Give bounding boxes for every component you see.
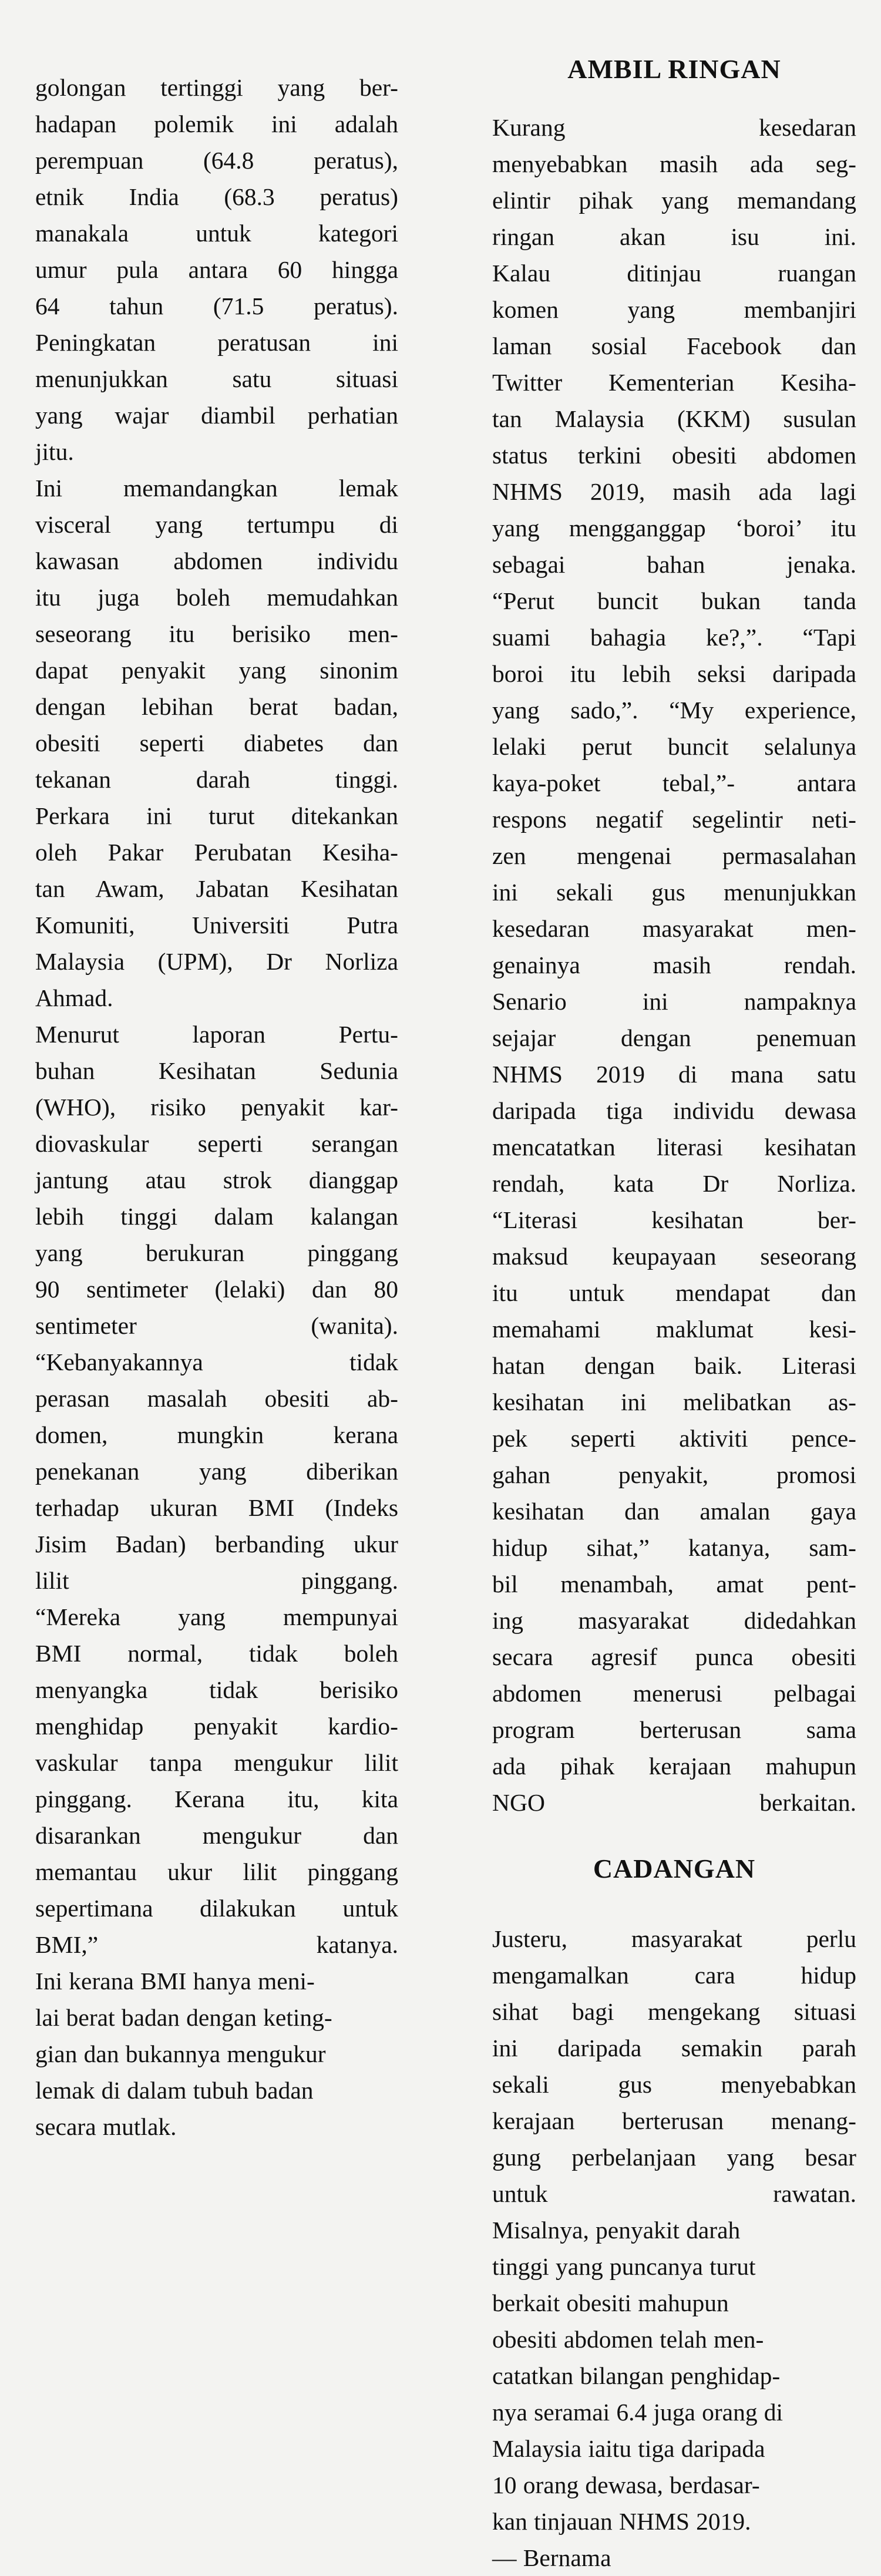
- right-column: [492, 109, 856, 2576]
- paragraph: golongan tertinggi yang ber- hadapan polemik ini adalah perempuan (64.8 peratus), etnik India (68.3 peratus) manakala untuk kategori umur pula antara 60 hingga 64 tahun (71.5 peratus).: [35, 74, 398, 320]
- paragraph: Ini memandangkan lemak visceral yang tertumpu di kawasan abdomen individu itu juga boleh memudahkan seseorang itu berisiko men- dapat penyakit yang sinonim dengan lebihan berat badan, obesiti seperti diabetes dan tekanan darah tinggi.: [35, 475, 398, 793]
- paragraph: Peningkatan peratusan ini menunjukkan satu situasi yang wajar diambil perhatian jitu.: [35, 329, 398, 465]
- paragraph: Misalnya, penyakit darah tinggi yang puncanya turut berkait obesiti mahupun obesiti abdomen telah men- catatkan bilangan penghidap- nya seramai 6.4 juga orang di Malaysia iaitu tiga daripada 10 orang dewasa, berdasar- kan tinjauan NHMS 2019. — Bernama: [492, 2217, 784, 2571]
- paragraph: Justeru, masyarakat perlu mengamalkan cara hidup sihat bagi mengekang situasi ini daripada semakin parah sekali gus menyebabkan kerajaan berterusan menang- gung perbelanjaan yang besar untuk rawatan.: [492, 1925, 856, 2207]
- paragraph: Senario ini nampaknya sejajar dengan penemuan NHMS 2019 di mana satu daripada tiga individu dewasa mencatatkan literasi kesihatan rendah, kata Dr Norliza.: [492, 988, 856, 1197]
- paragraph: “Kebanyakannya tidak perasan masalah obesiti ab- domen, mungkin kerana penekanan yang diberikan terhadap ukuran BMI (Indeks Jisim Badan) berbanding ukur lilit pinggang.: [35, 1348, 398, 1594]
- paragraph: “Literasi kesihatan ber- maksud keupayaan seseorang itu untuk mendapat dan memahami maklumat kesi- hatan dengan baik. Literasi kesihatan ini melibatkan as- pek seperti aktiviti pence- gahan penyakit, promosi kesihatan dan amalan gaya hidup sihat,” katanya, sam- bil menambah, amat pent- ing masyarakat didedahkan secara agresif punca obesiti abdomen menerusi pelbagai program berterusan sama ada pihak kerajaan mahupun NGO berkaitan.: [492, 1206, 856, 1816]
- paragraph: Ini kerana BMI hanya meni- lai berat badan dengan keting- gian dan bukannya mengukur lemak di dalam tubuh badan secara mutlak.: [35, 1968, 332, 2140]
- left-column: [35, 69, 398, 2145]
- paragraph: Menurut laporan Pertu- buhan Kesihatan Sedunia (WHO), risiko penyakit kar- diovaskular seperti serangan jantung atau strok dianggap lebih tinggi dalam kalangan yang berukuran pinggang 90 sentimeter (lelaki) dan 80 sentimeter (wanita).: [35, 1021, 398, 1339]
- paragraph: “Perut buncit bukan tanda suami bahagia ke?,”. “Tapi boroi itu lebih seksi daripada yang sado,”. “My experience, lelaki perut buncit selalunya kaya-poket tebal,”- antara respons negatif segelintir neti- zen mengenai permasalahan ini sekali gus menunjukkan kesedaran masyarakat men- genainya masih rendah.: [492, 587, 856, 978]
- section-heading: AMBIL RINGAN: [567, 54, 781, 84]
- paragraph: Kalau ditinjau ruangan komen yang membanjiri laman sosial Facebook dan Twitter Kementerian Kesiha- tan Malaysia (KKM) susulan status terkini obesiti abdomen NHMS 2019, masih ada lagi yang mengganggap ‘boroi’ itu sebagai bahan jenaka.: [492, 260, 856, 578]
- paragraph: “Mereka yang mempunyai BMI normal, tidak boleh menyangka tidak berisiko menghidap penyakit kardio- vaskular tanpa mengukur lilit pinggang. Kerana itu, kita disarankan mengukur dan memantau ukur lilit pinggang sepertimana dilakukan untuk BMI,” katanya.: [35, 1603, 398, 1958]
- section-heading: CADANGAN: [593, 1854, 756, 1884]
- paragraph: Perkara ini turut ditekankan oleh Pakar Perubatan Kesiha- tan Awam, Jabatan Kesihatan Komuniti, Universiti Putra Malaysia (UPM), Dr Norliza Ahmad.: [35, 802, 398, 1011]
- paragraph: Kurang kesedaran menyebabkan masih ada seg- elintir pihak yang memandang ringan akan isu ini.: [492, 114, 856, 250]
